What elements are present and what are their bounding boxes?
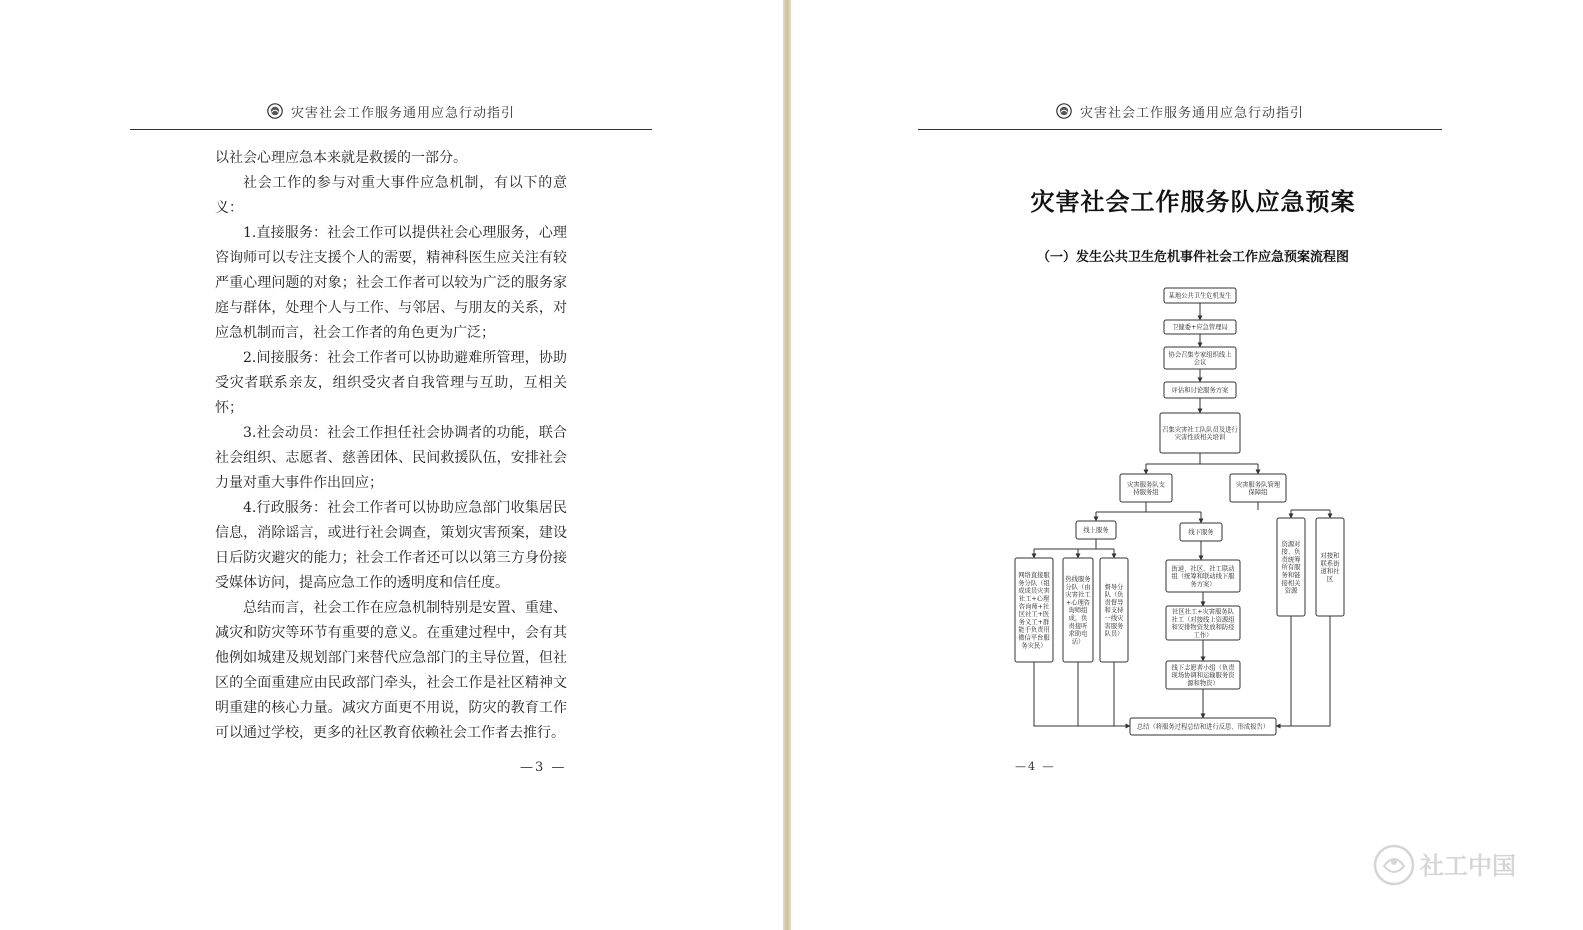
- flowchart-node-label: 话）: [1071, 638, 1085, 646]
- flowchart-node-label: 和支持: [1104, 607, 1124, 615]
- flowchart-node-label: 道和社: [1320, 568, 1340, 576]
- flowchart-node-label: 督导分: [1104, 583, 1124, 591]
- flowchart-node-label: 微信平台服: [1018, 634, 1050, 642]
- paragraph: 3.社会动员：社会工作担任社会协调者的功能，联合社会组织、志愿者、慈善团体、民间救援队伍，安排社会力量对重大事件作出回应；: [215, 425, 567, 491]
- flowchart-node-label: 网络直接服: [1018, 572, 1050, 580]
- flowchart-node: [1166, 606, 1240, 640]
- flowchart-node-label: 社工+心理: [1018, 595, 1050, 603]
- flowchart-node: [1120, 474, 1172, 502]
- flowchart-node-label: 保障组: [1248, 489, 1268, 497]
- flowchart-node-label: 成成员灾害: [1018, 587, 1050, 595]
- flowchart-node-label: 务分队（组: [1018, 579, 1050, 587]
- flowchart-node: [1277, 518, 1305, 616]
- flowchart-edge: [1291, 616, 1330, 726]
- flowchart-node-label: 灾害服务队管理: [1235, 481, 1281, 489]
- flowchart-node-label: 责接听: [1068, 622, 1088, 630]
- watermark-logo: [1372, 840, 1532, 890]
- flowchart-node: [1166, 560, 1240, 592]
- flowchart-node: [1100, 558, 1128, 662]
- flowchart-node: [1063, 558, 1093, 662]
- flowchart-node-label: 区社工+医: [1018, 611, 1050, 619]
- flowchart-node-label: 务灾民）: [1021, 642, 1047, 650]
- flowchart-node-label: 某地公共卫生危机发生: [1168, 292, 1232, 300]
- flowchart-node-label: 成，负: [1068, 614, 1088, 622]
- flowchart-node-label: 灾害服务队支: [1127, 481, 1165, 489]
- flowchart-node-label: 资源对: [1281, 540, 1301, 548]
- flowchart-node-label: 评估和讨论服务方案: [1171, 387, 1229, 395]
- flowchart-node-label: 联系街: [1320, 560, 1340, 568]
- flowchart-node: [1164, 288, 1236, 303]
- flowchart-node-label: 务和链: [1281, 571, 1301, 579]
- flowchart-node: [1160, 413, 1240, 453]
- flowchart-node-label: 灾害社工: [1065, 591, 1091, 599]
- flowchart-node-label: 询师组: [1068, 607, 1088, 615]
- flowchart-node: [1076, 521, 1116, 539]
- flowchart-edge: [1276, 616, 1291, 726]
- flowchart-node-label: 对接和: [1320, 552, 1340, 560]
- flowchart-node-label: 协会召集专家组织线上: [1168, 351, 1232, 359]
- paragraph: 总结而言，社会工作在应急机制特别是安置、重建、减灾和防灾等环节有重要的意义。在重建过程中，会有其他例如城建及规划部门来替代应急部门的主导位置，但社区的全面重建应由民政部门牵头，社会工作是社区精神文明重建的核心力量。减灾方面更不用说，防灾的教育工作可以通过学校，更多的社区教育依赖社会工作者去推行。: [215, 600, 567, 741]
- flowchart-node-label: 和安排物资发放和防疫: [1171, 624, 1235, 632]
- flowchart-title: （一）发生公共卫生危机事件社会工作应急预案流程图: [1036, 250, 1349, 265]
- flowchart-node-label: +心理咨: [1065, 599, 1091, 607]
- flowchart-node-label: 线上服务: [1083, 527, 1109, 535]
- running-header-text: 灾害社会工作服务通用应急行动指引: [1079, 105, 1304, 121]
- flowchart-node-label: 责督导: [1104, 599, 1124, 607]
- flowchart-node-label: 线下服务: [1188, 529, 1214, 537]
- flowchart-node-label: 源和物资）: [1187, 679, 1219, 687]
- paragraph: 以社会心理应急本来就是救援的一部分。: [215, 150, 467, 166]
- flowchart-node-label: 现场协调和运输服务资: [1171, 672, 1235, 680]
- flowchart-node-label: 队（负: [1104, 591, 1124, 599]
- flowchart-node-label: 分队（由: [1065, 583, 1091, 591]
- flowchart-node-label: 接相关: [1281, 579, 1301, 587]
- flowchart-node-label: 热线服务: [1065, 575, 1091, 583]
- paragraph: 2.间接服务：社会工作者可以协助避难所管理，协助受灾者联系亲友，组织受灾者自我管理与互助，互相关怀；: [215, 350, 567, 416]
- flowchart-node-label: 召集灾害社工队队员及进行: [1162, 426, 1238, 434]
- page-number: —4 —: [1015, 760, 1056, 773]
- flowchart-node-label: 街道、社区、社工联动: [1171, 565, 1235, 573]
- flowchart-node-label: 卫健委+应急管理局: [1172, 324, 1228, 332]
- document-title: 灾害社会工作服务队应急预案: [1030, 187, 1356, 216]
- flowchart-node: [1180, 523, 1222, 541]
- flowchart-node-label: 务义工+群: [1018, 618, 1050, 626]
- flowchart-node-label: 会议: [1193, 359, 1207, 367]
- flowchart-node: [1130, 718, 1276, 735]
- flowchart-node-label: 队员）: [1104, 630, 1124, 638]
- flowchart-node-label: 害服务: [1104, 622, 1124, 630]
- flowchart-node-label: 工作）: [1193, 631, 1213, 639]
- running-header-text: 灾害社会工作服务通用应急行动指引: [290, 105, 515, 121]
- flowchart-node: [1316, 518, 1344, 616]
- flowchart-node: [1230, 474, 1286, 502]
- flowchart-node-label: 总结（将服务过程总结和进行反思、形成报告）: [1136, 723, 1270, 731]
- flowchart-node-label: 一线灾: [1104, 614, 1124, 622]
- flowchart-node-label: 资源: [1284, 587, 1298, 595]
- flowchart-node: [1164, 382, 1236, 398]
- flowchart-node-label: 线下志愿者小组（负责: [1171, 664, 1235, 672]
- flowchart-node: [1164, 320, 1236, 334]
- flowchart-node-label: 责统筹: [1281, 556, 1301, 564]
- flowchart-node-label: 社工（对接线上资源组: [1171, 616, 1235, 624]
- flowchart-edge: [1034, 662, 1130, 726]
- flowchart-node-label: 能手负责用: [1018, 626, 1050, 634]
- flowchart-node-label: 灾害性质相关培训: [1174, 434, 1226, 442]
- flowchart-node: [1164, 347, 1236, 369]
- flowchart-node: [1015, 558, 1053, 662]
- flowchart-node-label: 求助电: [1068, 630, 1088, 638]
- flowchart-node-label: 持服务组: [1133, 489, 1159, 497]
- flowchart-node: [1166, 661, 1240, 689]
- flowchart-node-label: 社区社工+灾害服务队: [1172, 608, 1234, 616]
- flowchart-node-label: 所有服: [1281, 564, 1301, 572]
- flowchart-node-label: 组（统筹和联动线下服: [1171, 573, 1235, 581]
- flowchart-node-label: 咨询师+社: [1018, 603, 1050, 611]
- paragraph: 1.直接服务：社会工作可以提供社会心理服务，心理咨询师可以专注支援个人的需要，精神科医生应关注有较严重心理问题的对象；社会工作者可以较为广泛的服务家庭与群体，处理个人与工作、与邻居、与朋友的关系，对应急机制而言，社会工作者的角色更为广泛；: [215, 225, 567, 341]
- paragraph: 4.行政服务：社会工作者可以协助应急部门收集居民信息，消除谣言，或进行社会调查，策划灾害预案，建设日后防灾避灾的能力；社会工作者还可以以第三方身份接受媒体访问，提高应急工作的透明度和信任度。: [215, 500, 567, 591]
- flowchart-node-label: 区: [1326, 575, 1334, 583]
- svg-text:社工中国: 社工中国: [1420, 852, 1516, 880]
- flowchart-node-label: 接、负: [1281, 548, 1301, 556]
- page-number: —3 —: [520, 760, 567, 775]
- paragraph: 社会工作的参与对重大事件应急机制，有以下的意义：: [215, 175, 567, 216]
- flowchart-node-label: 务方案）: [1190, 580, 1216, 588]
